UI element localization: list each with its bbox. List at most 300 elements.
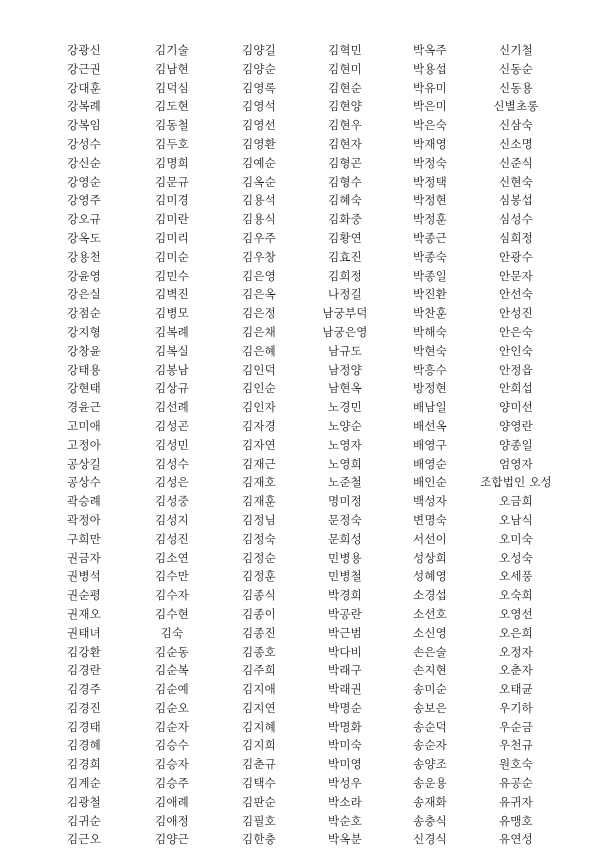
name-cell: 김경혜 [67, 738, 101, 753]
name-cell: 우순금 [499, 719, 533, 734]
name-cell: 김수현 [155, 606, 189, 621]
name-cell: 배영순 [413, 456, 447, 471]
name-cell: 김정숙 [242, 531, 276, 546]
name-cell: 김재호 [242, 475, 276, 490]
name-cell: 김영석 [242, 99, 276, 114]
name-cell: 김민수 [155, 268, 189, 283]
name-cell: 김벽진 [155, 287, 189, 302]
name-cell: 김미리 [155, 230, 189, 245]
name-row [40, 135, 560, 154]
name-cell: 김경진 [67, 700, 101, 715]
name-cell: 구희만 [67, 531, 101, 546]
name-row [40, 304, 560, 323]
name-cell: 오금희 [499, 494, 533, 509]
name-row [40, 379, 560, 398]
name-cell: 김자경 [242, 418, 276, 433]
name-cell: 김명희 [155, 155, 189, 170]
name-cell: 김재근 [242, 456, 276, 471]
name-cell: 유공순 [499, 776, 533, 791]
name-row [40, 530, 560, 549]
name-cell: 오춘자 [499, 663, 533, 678]
name-cell: 김수자 [155, 588, 189, 603]
name-cell: 안희섭 [499, 381, 533, 396]
name-cell: 송운용 [413, 776, 447, 791]
name-cell: 오숙희 [499, 588, 533, 603]
name-cell: 김현순 [328, 80, 362, 95]
name-cell: 김지혜 [242, 719, 276, 734]
name-cell: 김순오 [155, 700, 189, 715]
name-cell: 백성자 [413, 494, 447, 509]
name-row [40, 154, 560, 173]
name-cell: 곽승례 [67, 494, 101, 509]
name-row [40, 680, 560, 699]
name-row [40, 79, 560, 98]
name-cell: 강신순 [67, 155, 101, 170]
name-row [40, 736, 560, 755]
name-cell: 권재오 [67, 606, 101, 621]
name-cell: 김도현 [155, 99, 189, 114]
name-cell: 박명순 [328, 700, 362, 715]
name-row [40, 210, 560, 229]
name-cell: 명미정 [328, 494, 362, 509]
name-cell: 권병석 [67, 569, 101, 584]
name-cell: 김은정 [242, 306, 276, 321]
name-cell: 오세풍 [499, 569, 533, 584]
name-cell: 남규도 [328, 343, 362, 358]
name-cell: 오태균 [499, 682, 533, 697]
name-cell: 김지애 [242, 682, 276, 697]
name-row [40, 116, 560, 135]
name-cell: 김복례 [155, 324, 189, 339]
name-cell: 김영록 [242, 80, 276, 95]
name-cell: 김경란 [67, 663, 101, 678]
name-cell: 김순동 [155, 644, 189, 659]
name-row [40, 511, 560, 530]
name-cell: 강영주 [67, 193, 101, 208]
name-cell: 박래구 [328, 663, 362, 678]
name-cell: 서선이 [413, 531, 447, 546]
name-cell: 김형수 [328, 174, 362, 189]
name-cell: 김희정 [328, 268, 362, 283]
name-cell: 유맹호 [499, 813, 533, 828]
name-row [40, 455, 560, 474]
name-cell: 엄영자 [499, 456, 533, 471]
name-cell: 김광철 [67, 794, 101, 809]
name-cell: 김애정 [155, 813, 189, 828]
name-cell: 김현자 [328, 136, 362, 151]
name-cell: 신경식 [413, 832, 447, 847]
name-row [40, 755, 560, 774]
name-cell: 강지형 [67, 324, 101, 339]
name-cell: 김경태 [67, 719, 101, 734]
name-cell: 김숙 [160, 625, 184, 640]
name-cell: 박옥분 [328, 832, 362, 847]
name-cell: 신별초롱 [493, 99, 539, 114]
name-cell: 박정훈 [413, 212, 447, 227]
name-cell: 박옥주 [413, 43, 447, 57]
name-row [40, 323, 560, 342]
name-cell: 김문규 [155, 174, 189, 189]
name-cell: 신준식 [499, 155, 533, 170]
name-cell: 김양순 [242, 61, 276, 76]
name-cell: 박순호 [328, 813, 362, 828]
name-cell: 강점순 [67, 306, 101, 321]
name-row [40, 699, 560, 718]
name-cell: 김성수 [155, 456, 189, 471]
name-cell: 양미선 [499, 400, 533, 415]
name-cell: 김근오 [67, 832, 101, 847]
name-cell: 김승주 [155, 776, 189, 791]
name-cell: 김양길 [242, 43, 276, 57]
name-cell: 박현숙 [413, 343, 447, 358]
name-row [40, 473, 560, 492]
name-cell: 김귀순 [67, 813, 101, 828]
name-cell: 심희정 [499, 230, 533, 245]
name-cell: 김인자 [242, 400, 276, 415]
name-cell: 김우주 [242, 230, 276, 245]
name-cell: 성상희 [413, 550, 447, 565]
name-cell: 김덕심 [155, 80, 189, 95]
name-cell: 조합법인 오성 [480, 475, 552, 490]
name-cell: 권금자 [67, 550, 101, 565]
name-cell: 손은술 [413, 644, 447, 659]
name-cell: 강윤영 [67, 268, 101, 283]
name-cell: 양종일 [499, 437, 533, 452]
name-cell: 김병모 [155, 306, 189, 321]
name-cell: 배남일 [413, 400, 447, 415]
name-cell: 송재화 [413, 794, 447, 809]
name-cell: 남현옥 [328, 381, 362, 396]
name-cell: 강은실 [67, 287, 101, 302]
name-cell: 안선숙 [499, 287, 533, 302]
name-cell: 안성진 [499, 306, 533, 321]
name-cell: 노경민 [328, 400, 362, 415]
name-row [40, 229, 560, 248]
name-cell: 강태용 [67, 362, 101, 377]
name-row [40, 173, 560, 192]
name-cell: 김용석 [242, 193, 276, 208]
name-cell: 김수만 [155, 569, 189, 584]
name-cell: 김애례 [155, 794, 189, 809]
name-cell: 김성중 [155, 494, 189, 509]
name-cell: 박용섭 [413, 61, 447, 76]
name-row [40, 774, 560, 793]
name-cell: 김혜숙 [328, 193, 362, 208]
name-cell: 오은희 [499, 625, 533, 640]
name-cell: 박다비 [328, 644, 362, 659]
name-cell: 김은혜 [242, 343, 276, 358]
name-row [40, 398, 560, 417]
name-cell: 오성숙 [499, 550, 533, 565]
name-cell: 김형곤 [328, 155, 362, 170]
name-cell: 김순예 [155, 682, 189, 697]
name-cell: 김승수 [155, 738, 189, 753]
name-cell: 김성지 [155, 512, 189, 527]
name-row [40, 267, 560, 286]
name-cell: 안문자 [499, 268, 533, 283]
name-cell: 신현숙 [499, 174, 533, 189]
name-cell: 송양조 [413, 757, 447, 772]
name-cell: 김재훈 [242, 494, 276, 509]
name-cell: 강광신 [67, 43, 101, 57]
name-row [40, 549, 560, 568]
name-cell: 박경희 [328, 588, 362, 603]
name-cell: 송순덕 [413, 719, 447, 734]
name-cell: 김필호 [242, 813, 276, 828]
name-cell: 박명화 [328, 719, 362, 734]
name-cell: 노양순 [328, 418, 362, 433]
name-cell: 배영구 [413, 437, 447, 452]
name-cell: 김계순 [67, 776, 101, 791]
name-row [40, 718, 560, 737]
name-cell: 김현양 [328, 99, 362, 114]
name-cell: 강복임 [67, 118, 101, 133]
name-row [40, 605, 560, 624]
name-cell: 박종근 [413, 230, 447, 245]
name-cell: 강오규 [67, 212, 101, 227]
name-cell: 김봉남 [155, 362, 189, 377]
name-cell: 유귀자 [499, 794, 533, 809]
name-cell: 김양근 [155, 832, 189, 847]
name-cell: 김정훈 [242, 569, 276, 584]
name-list [40, 41, 560, 849]
name-cell: 강대훈 [67, 80, 101, 95]
name-cell: 유연성 [499, 832, 533, 847]
name-cell: 심봉섭 [499, 193, 533, 208]
name-cell: 김선례 [155, 400, 189, 415]
name-cell: 김인순 [242, 381, 276, 396]
name-cell: 김강환 [67, 644, 101, 659]
name-cell: 신삼숙 [499, 118, 533, 133]
name-row [40, 436, 560, 455]
name-cell: 강복례 [67, 99, 101, 114]
name-cell: 송보은 [413, 700, 447, 715]
name-row [40, 624, 560, 643]
name-cell: 곽정아 [67, 512, 101, 527]
name-cell: 박미숙 [328, 738, 362, 753]
name-cell: 손지현 [413, 663, 447, 678]
name-cell: 안인숙 [499, 343, 533, 358]
name-cell: 경윤근 [67, 400, 101, 415]
name-row [40, 285, 560, 304]
name-cell: 강현태 [67, 381, 101, 396]
name-cell: 김순복 [155, 663, 189, 678]
name-cell: 김효진 [328, 249, 362, 264]
name-cell: 김예순 [242, 155, 276, 170]
name-cell: 김복실 [155, 343, 189, 358]
name-row [40, 567, 560, 586]
name-row [40, 97, 560, 116]
name-cell: 권태녀 [67, 625, 101, 640]
name-cell: 안광수 [499, 249, 533, 264]
name-cell: 김성민 [155, 437, 189, 452]
name-cell: 고미애 [67, 418, 101, 433]
name-cell: 안은숙 [499, 324, 533, 339]
name-cell: 신동순 [499, 61, 533, 76]
name-cell: 강근권 [67, 61, 101, 76]
name-cell: 심성수 [499, 212, 533, 227]
name-cell: 김영선 [242, 118, 276, 133]
name-cell: 배선옥 [413, 418, 447, 433]
name-cell: 김미순 [155, 249, 189, 264]
name-cell: 박종일 [413, 268, 447, 283]
name-cell: 박정현 [413, 193, 447, 208]
name-cell: 박성우 [328, 776, 362, 791]
name-cell: 김두호 [155, 136, 189, 151]
name-row [40, 191, 560, 210]
name-cell: 우천규 [499, 738, 533, 753]
name-cell: 송충식 [413, 813, 447, 828]
name-cell: 박유미 [413, 80, 447, 95]
name-cell: 박종숙 [413, 249, 447, 264]
name-cell: 김인덕 [242, 362, 276, 377]
name-cell: 신동용 [499, 80, 533, 95]
name-cell: 김현우 [328, 118, 362, 133]
name-cell: 김혁민 [328, 43, 362, 57]
name-cell: 강성수 [67, 136, 101, 151]
name-cell: 김춘규 [242, 757, 276, 772]
name-cell: 박소라 [328, 794, 362, 809]
name-cell: 방정현 [413, 381, 447, 396]
name-cell: 박은숙 [413, 118, 447, 133]
name-cell: 박래권 [328, 682, 362, 697]
name-cell: 김종이 [242, 606, 276, 621]
name-cell: 배인순 [413, 475, 447, 490]
name-cell: 남궁은영 [322, 324, 368, 339]
name-cell: 공상수 [67, 475, 101, 490]
name-cell: 강옥도 [67, 230, 101, 245]
name-cell: 박미영 [328, 757, 362, 772]
name-cell: 민병용 [328, 550, 362, 565]
name-cell: 박근범 [328, 625, 362, 640]
name-cell: 김정님 [242, 512, 276, 527]
name-cell: 노영자 [328, 437, 362, 452]
name-cell: 소신영 [413, 625, 447, 640]
name-cell: 김주희 [242, 663, 276, 678]
name-cell: 나정길 [328, 287, 362, 302]
name-row [40, 342, 560, 361]
name-row [40, 361, 560, 380]
name-cell: 김은채 [242, 324, 276, 339]
name-cell: 김경희 [67, 757, 101, 772]
name-cell: 강용천 [67, 249, 101, 264]
name-cell: 김순자 [155, 719, 189, 734]
name-cell: 문희성 [328, 531, 362, 546]
name-cell: 김기술 [155, 43, 189, 57]
name-cell: 김자연 [242, 437, 276, 452]
name-row [40, 60, 560, 79]
name-cell: 김은영 [242, 268, 276, 283]
name-cell: 김지연 [242, 700, 276, 715]
name-cell: 성혜영 [413, 569, 447, 584]
name-cell: 박진환 [413, 287, 447, 302]
name-cell: 오미숙 [499, 531, 533, 546]
name-cell: 김판순 [242, 794, 276, 809]
name-cell: 김미경 [155, 193, 189, 208]
name-cell: 고정아 [67, 437, 101, 452]
name-cell: 안정읍 [499, 362, 533, 377]
name-cell: 신기철 [499, 43, 533, 57]
name-row [40, 492, 560, 511]
name-row [40, 248, 560, 267]
name-cell: 송순자 [413, 738, 447, 753]
name-row [40, 586, 560, 605]
name-cell: 강영순 [67, 174, 101, 189]
name-row [40, 643, 560, 662]
name-cell: 박은미 [413, 99, 447, 114]
name-cell: 권순평 [67, 588, 101, 603]
name-cell: 김성은 [155, 475, 189, 490]
name-cell: 우기하 [499, 700, 533, 715]
name-cell: 양영란 [499, 418, 533, 433]
name-cell: 김성진 [155, 531, 189, 546]
name-cell: 김지희 [242, 738, 276, 753]
name-cell: 남정양 [328, 362, 362, 377]
name-cell: 김택수 [242, 776, 276, 791]
name-cell: 김한충 [242, 832, 276, 847]
name-cell: 문정숙 [328, 512, 362, 527]
name-cell: 김상규 [155, 381, 189, 396]
name-cell: 김정순 [242, 550, 276, 565]
name-cell: 김영환 [242, 136, 276, 151]
name-cell: 오정자 [499, 644, 533, 659]
name-cell: 공상길 [67, 456, 101, 471]
name-cell: 김경주 [67, 682, 101, 697]
name-cell: 김현미 [328, 61, 362, 76]
name-cell: 김화중 [328, 212, 362, 227]
name-row [40, 417, 560, 436]
name-cell: 박공란 [328, 606, 362, 621]
name-cell: 소선호 [413, 606, 447, 621]
name-cell: 변명숙 [413, 512, 447, 527]
name-row [40, 661, 560, 680]
name-cell: 김종식 [242, 588, 276, 603]
name-cell: 박정택 [413, 174, 447, 189]
name-cell: 김은옥 [242, 287, 276, 302]
name-cell: 김승자 [155, 757, 189, 772]
name-cell: 박정숙 [413, 155, 447, 170]
name-cell: 송미순 [413, 682, 447, 697]
name-cell: 김용식 [242, 212, 276, 227]
name-cell: 노영희 [328, 456, 362, 471]
name-cell: 오영선 [499, 606, 533, 621]
name-row [40, 812, 560, 831]
name-cell: 김남현 [155, 61, 189, 76]
name-cell: 오남식 [499, 512, 533, 527]
name-cell: 남궁부덕 [322, 306, 368, 321]
name-cell: 김황연 [328, 230, 362, 245]
name-cell: 민병철 [328, 569, 362, 584]
name-cell: 김우창 [242, 249, 276, 264]
name-row [40, 793, 560, 812]
name-cell: 박재영 [413, 136, 447, 151]
name-cell: 박찬훈 [413, 306, 447, 321]
name-cell: 박해숙 [413, 324, 447, 339]
name-cell: 신소명 [499, 136, 533, 151]
name-row [40, 41, 560, 60]
name-cell: 김종진 [242, 625, 276, 640]
name-cell: 김미란 [155, 212, 189, 227]
name-cell: 김동철 [155, 118, 189, 133]
name-cell: 소경섭 [413, 588, 447, 603]
name-cell: 노준철 [328, 475, 362, 490]
name-cell: 김성곤 [155, 418, 189, 433]
name-cell: 박흥수 [413, 362, 447, 377]
name-cell: 김소연 [155, 550, 189, 565]
name-cell: 강창윤 [67, 343, 101, 358]
name-row [40, 830, 560, 849]
name-cell: 원호숙 [499, 757, 533, 772]
